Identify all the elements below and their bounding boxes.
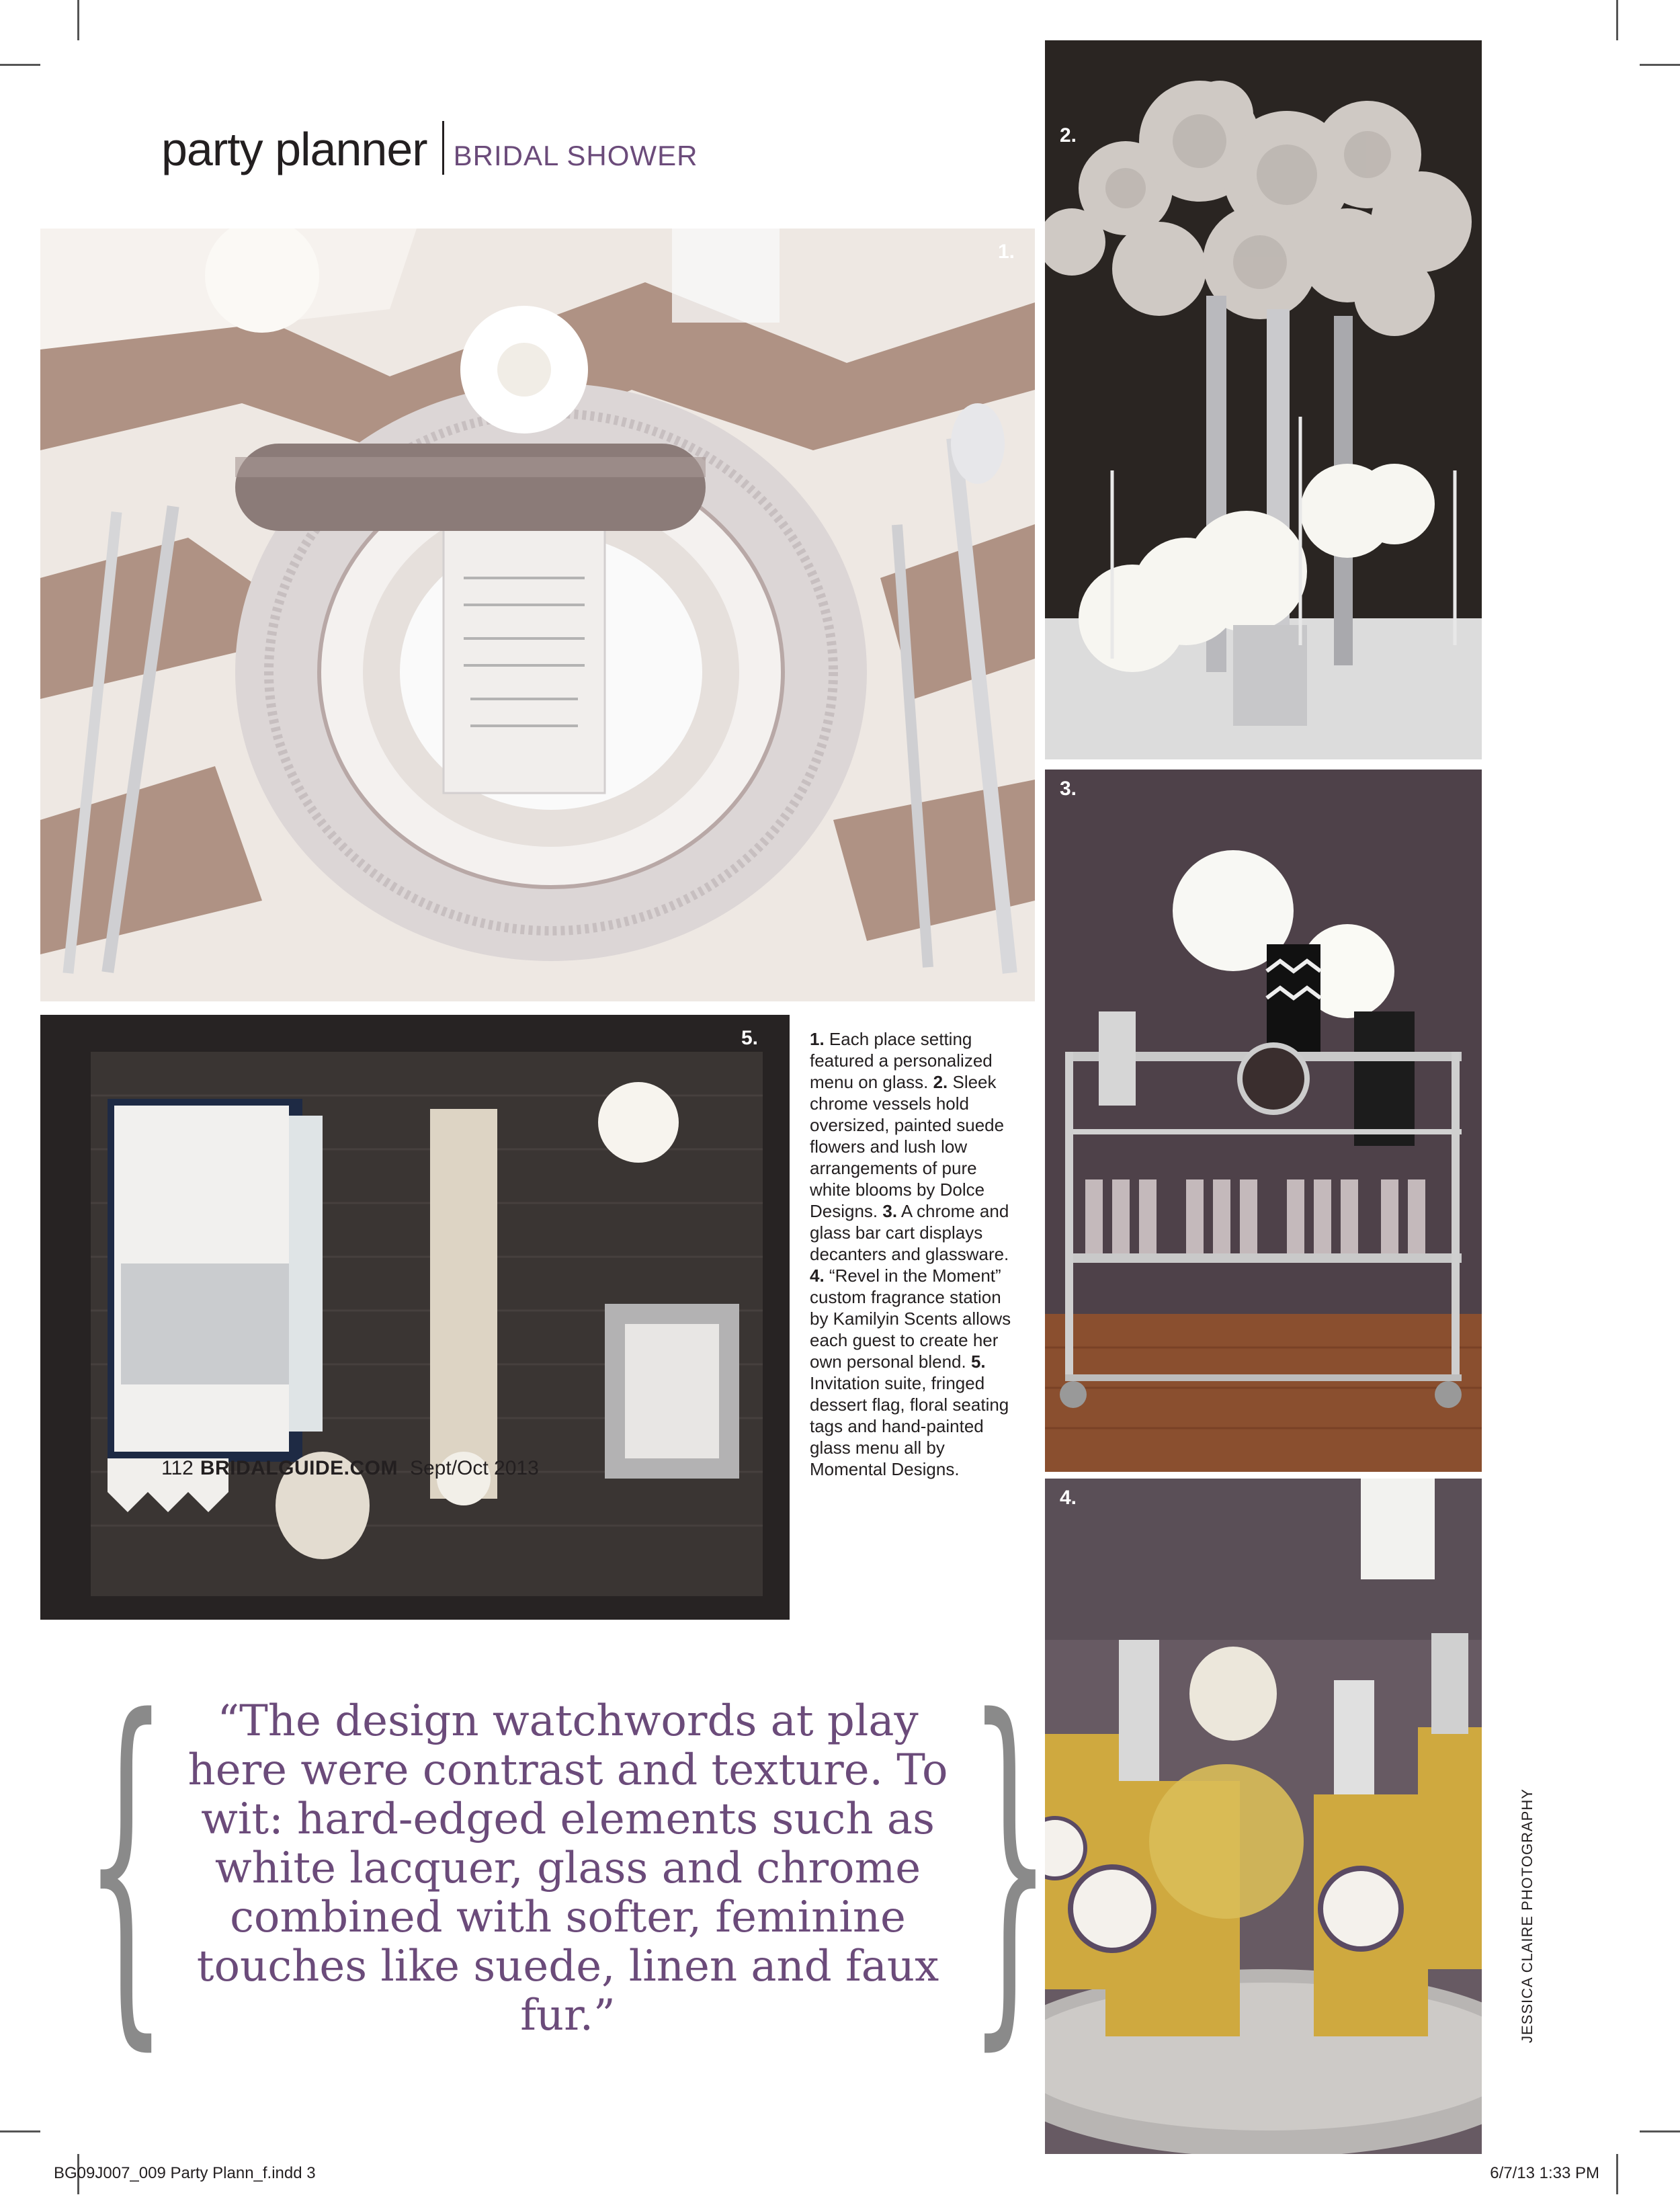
- pull-quote: [84, 1643, 1052, 2081]
- magazine-site: BRIDALGUIDE.COM: [200, 1457, 398, 1479]
- photo-number: 5.: [741, 1027, 759, 1049]
- photo-bar-cart: [1045, 770, 1482, 1472]
- caption-text: Sleek chrome vessels hold oversized, painted suede flowers and lush low arrangements of pure white blooms by Dolce Designs.: [810, 1072, 1005, 1221]
- caption-number: 2.: [933, 1072, 948, 1092]
- photo-centerpiece: [1045, 40, 1482, 759]
- header-divider: [442, 121, 444, 175]
- photo-number: 3.: [1060, 778, 1077, 800]
- crop-mark: [77, 0, 79, 40]
- caption-text: “Revel in the Moment” custom fragrance station by Kamilyin Scents allows each guest to create her own personal blend.: [810, 1266, 1011, 1372]
- caption-number: 4.: [810, 1266, 825, 1286]
- folio: [161, 1457, 539, 1480]
- crop-mark: [1640, 64, 1680, 66]
- right-brace-icon: }: [968, 1643, 1052, 2081]
- photo-number: 4.: [1060, 1487, 1077, 1509]
- left-brace-icon: {: [84, 1643, 168, 2081]
- caption-text: A chrome and glass bar cart displays decanters and glassware.: [810, 1201, 1009, 1264]
- slug-filename: BG09J007_009 Party Plann_f.indd 3: [54, 2164, 316, 2182]
- pull-quote-text: “The design watchwords at play here were contrast and texture. To wit: hard-edged elements such as white lacquer, glass and chrome combined with softer, feminine touches like suede, linen and faux fur.”: [187, 1696, 948, 2040]
- photo-fragrance-station: [1045, 1479, 1482, 2154]
- photo-number: 2.: [1060, 124, 1077, 147]
- section-title: party planner: [161, 123, 427, 175]
- photo-number: 1.: [997, 241, 1015, 263]
- caption-number: 3.: [882, 1201, 898, 1221]
- caption-text: Each place setting featured a personalized menu on glass.: [810, 1029, 993, 1092]
- issue-date: Sept/Oct 2013: [409, 1457, 539, 1479]
- photo-invitation-suite: [40, 1015, 790, 1620]
- caption-text: Invitation suite, fringed dessert flag, floral seating tags and hand-painted glass menu all by Momental Designs.: [810, 1373, 1009, 1479]
- photo-place-setting: [40, 229, 1035, 1001]
- page-number: 112: [161, 1457, 194, 1479]
- section-topic: BRIDAL SHOWER: [453, 140, 698, 171]
- caption-number: 1.: [810, 1029, 825, 1049]
- slug-timestamp: 6/7/13 1:33 PM: [1490, 2164, 1599, 2182]
- crop-mark: [1616, 0, 1618, 40]
- crop-mark: [0, 64, 40, 66]
- crop-mark: [1616, 2154, 1618, 2194]
- page-header: [161, 121, 698, 176]
- crop-mark: [0, 2130, 40, 2132]
- crop-mark: [1640, 2130, 1680, 2132]
- caption-number: 5.: [970, 1352, 986, 1372]
- photo-captions: [810, 1028, 1011, 1480]
- photo-credit: JESSICA CLAIRE PHOTOGRAPHY: [1519, 1788, 1536, 2043]
